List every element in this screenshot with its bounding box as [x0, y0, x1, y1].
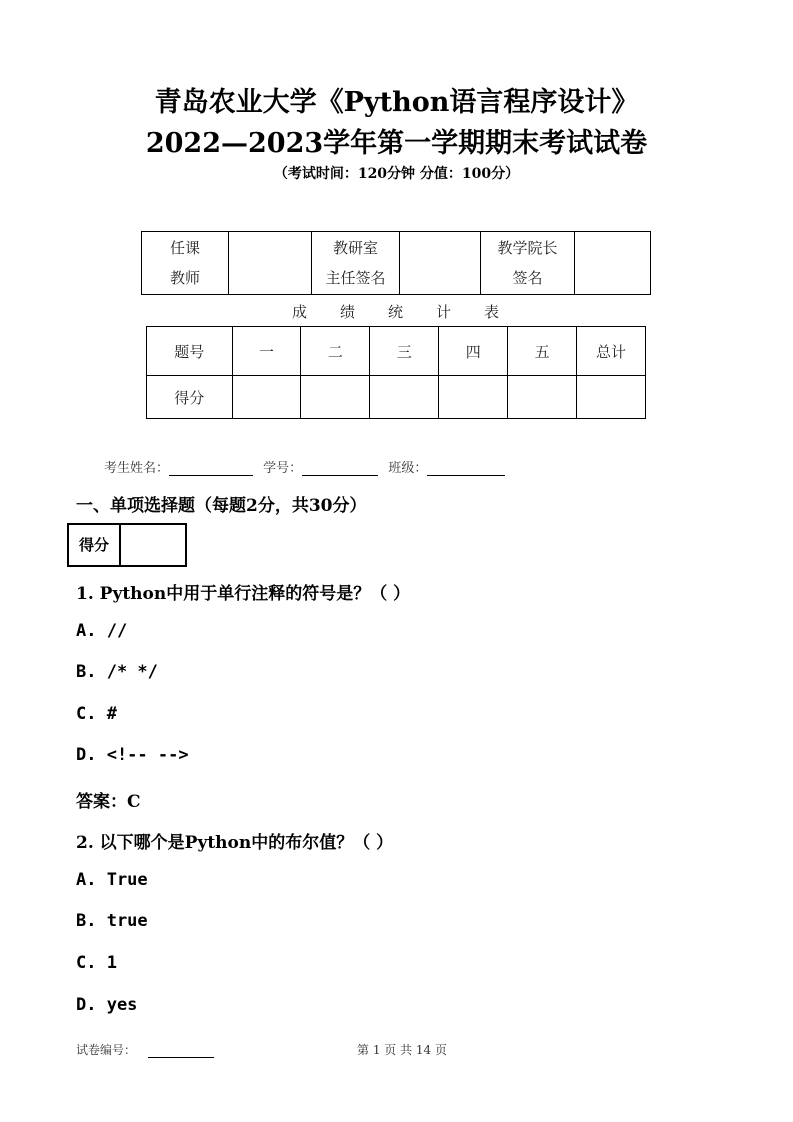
score-row-label: 得分 — [147, 376, 233, 419]
class-blank[interactable] — [427, 461, 505, 476]
exam-title-line1: 青岛农业大学《Python语言程序设计》 — [154, 87, 639, 118]
stats-title-char: 统 — [388, 303, 404, 321]
director-signature-cell[interactable] — [400, 232, 481, 295]
teacher-label-cell — [142, 232, 229, 295]
question-number-label: 题号 — [147, 327, 233, 376]
director-label-cell — [312, 232, 400, 295]
score-cell-1[interactable] — [232, 376, 301, 419]
question-stem: 1. Python中用于单行注释的符号是？（ ） — [76, 584, 411, 604]
dean-label-line1: 教学院长 — [497, 239, 558, 257]
column-header-5: 五 — [508, 327, 577, 376]
option-b: B. /* */ — [76, 662, 158, 682]
score-cell-3[interactable] — [370, 376, 439, 419]
score-cell-total[interactable] — [577, 376, 646, 419]
column-header-4: 四 — [439, 327, 508, 376]
score-cell-2[interactable] — [301, 376, 370, 419]
option-b: B. true — [76, 911, 148, 931]
paper-number-blank[interactable] — [148, 1043, 214, 1058]
teacher-label-line2: 教师 — [169, 269, 200, 287]
paper-number-label: 试卷编号： — [76, 1043, 137, 1057]
dean-label-cell — [481, 232, 575, 295]
stats-title-char: 成 — [292, 303, 308, 321]
column-header-2: 二 — [301, 327, 370, 376]
exam-subtitle: （考试时间：120分钟 分值：100分） — [273, 166, 520, 182]
answer-line: 答案：C — [76, 792, 141, 812]
score-stats-title — [292, 301, 499, 322]
name-blank[interactable] — [169, 461, 253, 476]
option-c: C. 1 — [76, 953, 117, 973]
column-header-1: 一 — [232, 327, 301, 376]
exam-title-line2: 2022—2023学年第一学期期末考试试卷 — [145, 128, 648, 159]
section-score-box — [67, 523, 187, 567]
dean-signature-cell[interactable] — [575, 232, 651, 295]
stats-title-char: 计 — [436, 303, 452, 321]
column-header-total: 总计 — [577, 327, 646, 376]
option-d: D. <!-- --> — [76, 745, 189, 765]
name-label: 考生姓名： — [104, 461, 170, 476]
column-header-3: 三 — [370, 327, 439, 376]
score-stats-table — [146, 326, 646, 419]
signature-table — [141, 231, 651, 295]
section-title: 一、单项选择题（每题2分，共30分） — [76, 496, 367, 516]
dean-label-line2: 签名 — [512, 269, 543, 287]
student-info-line — [104, 457, 505, 476]
score-cell-5[interactable] — [508, 376, 577, 419]
stats-title-char: 绩 — [340, 303, 356, 321]
teacher-signature-cell[interactable] — [229, 232, 312, 295]
option-c: C. # — [76, 704, 117, 724]
paper-number — [76, 1041, 214, 1058]
director-label-line1: 教研室 — [332, 239, 378, 257]
section-score-label: 得分 — [69, 525, 121, 565]
option-a: A. True — [76, 870, 148, 890]
section-score-field[interactable] — [121, 525, 185, 565]
option-d: D. yes — [76, 995, 138, 1015]
question-stem: 2. 以下哪个是Python中的布尔值？（ ） — [76, 833, 394, 853]
option-a: A. // — [76, 621, 128, 641]
score-cell-4[interactable] — [439, 376, 508, 419]
class-label: 班级： — [388, 461, 428, 476]
page-number: 第 1 页 共 14 页 — [357, 1043, 447, 1057]
teacher-label-line1: 任课 — [169, 239, 200, 257]
student-id-blank[interactable] — [302, 461, 378, 476]
stats-title-char: 表 — [484, 303, 500, 321]
director-label-line2: 主任签名 — [325, 269, 386, 287]
student-id-label: 学号： — [263, 461, 303, 476]
